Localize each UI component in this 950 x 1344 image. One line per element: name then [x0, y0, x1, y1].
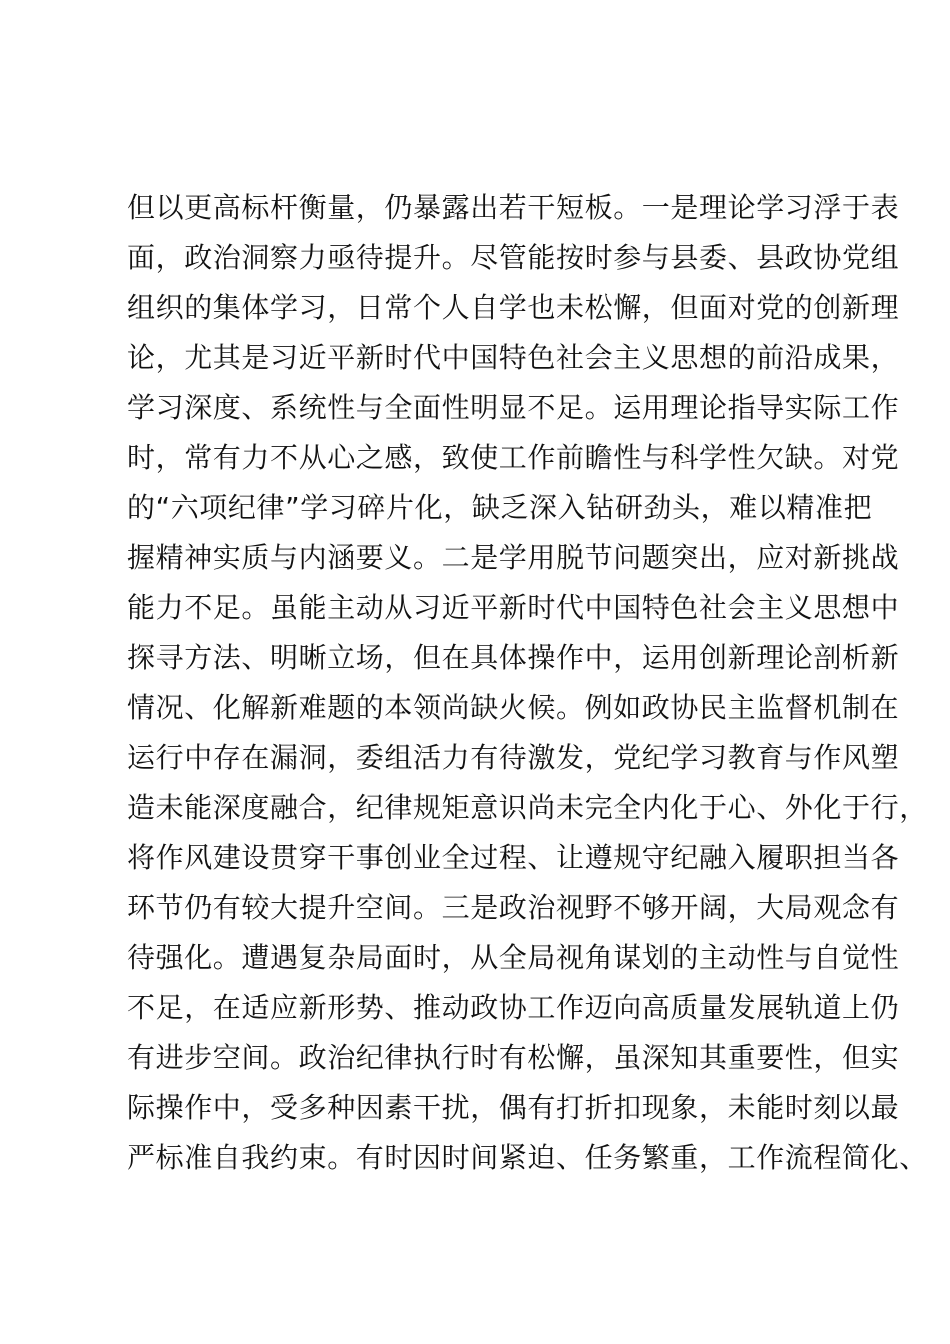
text-line: 情况、化解新难题的本领尚缺火候。例如政协民主监督机制在: [127, 691, 900, 724]
text-line: 将作风建设贯穿干事创业全过程、让遵规守纪融入履职担当各: [127, 841, 900, 874]
text-line: 际操作中，受多种因素干扰，偶有打折扣现象，未能时刻以最: [127, 1091, 900, 1124]
text-line: 运行中存在漏洞，委组活力有待激发，党纪学习教育与作风塑: [127, 741, 900, 774]
text-line: 的“六项纪律”学习碎片化，缺乏深入钻研劲头，难以精准把: [127, 491, 873, 524]
text-line: 造未能深度融合，纪律规矩意识尚未完全内化于心、外化于行，: [127, 791, 928, 824]
text-line: 有进步空间。政治纪律执行时有松懈，虽深知其重要性，但实: [127, 1041, 900, 1074]
body-paragraph: [127, 183, 928, 1183]
text-line: 不足，在适应新形势、推动政协工作迈向高质量发展轨道上仍: [127, 991, 900, 1024]
text-line: 环节仍有较大提升空间。三是政治视野不够开阔，大局观念有: [127, 891, 900, 924]
text-line: 探寻方法、明晰立场，但在具体操作中，运用创新理论剖析新: [127, 641, 900, 674]
text-line: 能力不足。虽能主动从习近平新时代中国特色社会主义思想中: [127, 591, 900, 624]
text-line: 严标准自我约束。有时因时间紧迫、任务繁重，工作流程简化、: [127, 1141, 928, 1174]
text-line: 时，常有力不从心之感，致使工作前瞻性与科学性欠缺。对党: [127, 441, 900, 474]
text-line: 论，尤其是习近平新时代中国特色社会主义思想的前沿成果，: [127, 341, 900, 374]
text-line: 学习深度、系统性与全面性明显不足。运用理论指导实际工作: [127, 391, 900, 424]
text-line: 待强化。遭遇复杂局面时，从全局视角谋划的主动性与自觉性: [127, 941, 900, 974]
text-line: 但以更高标杆衡量，仍暴露出若干短板。一是理论学习浮于表: [127, 191, 900, 224]
text-line: 组织的集体学习，日常个人自学也未松懈，但面对党的创新理: [127, 291, 900, 324]
text-line: 面，政治洞察力亟待提升。尽管能按时参与县委、县政协党组: [127, 241, 900, 274]
text-line: 握精神实质与内涵要义。二是学用脱节问题突出，应对新挑战: [127, 541, 900, 574]
